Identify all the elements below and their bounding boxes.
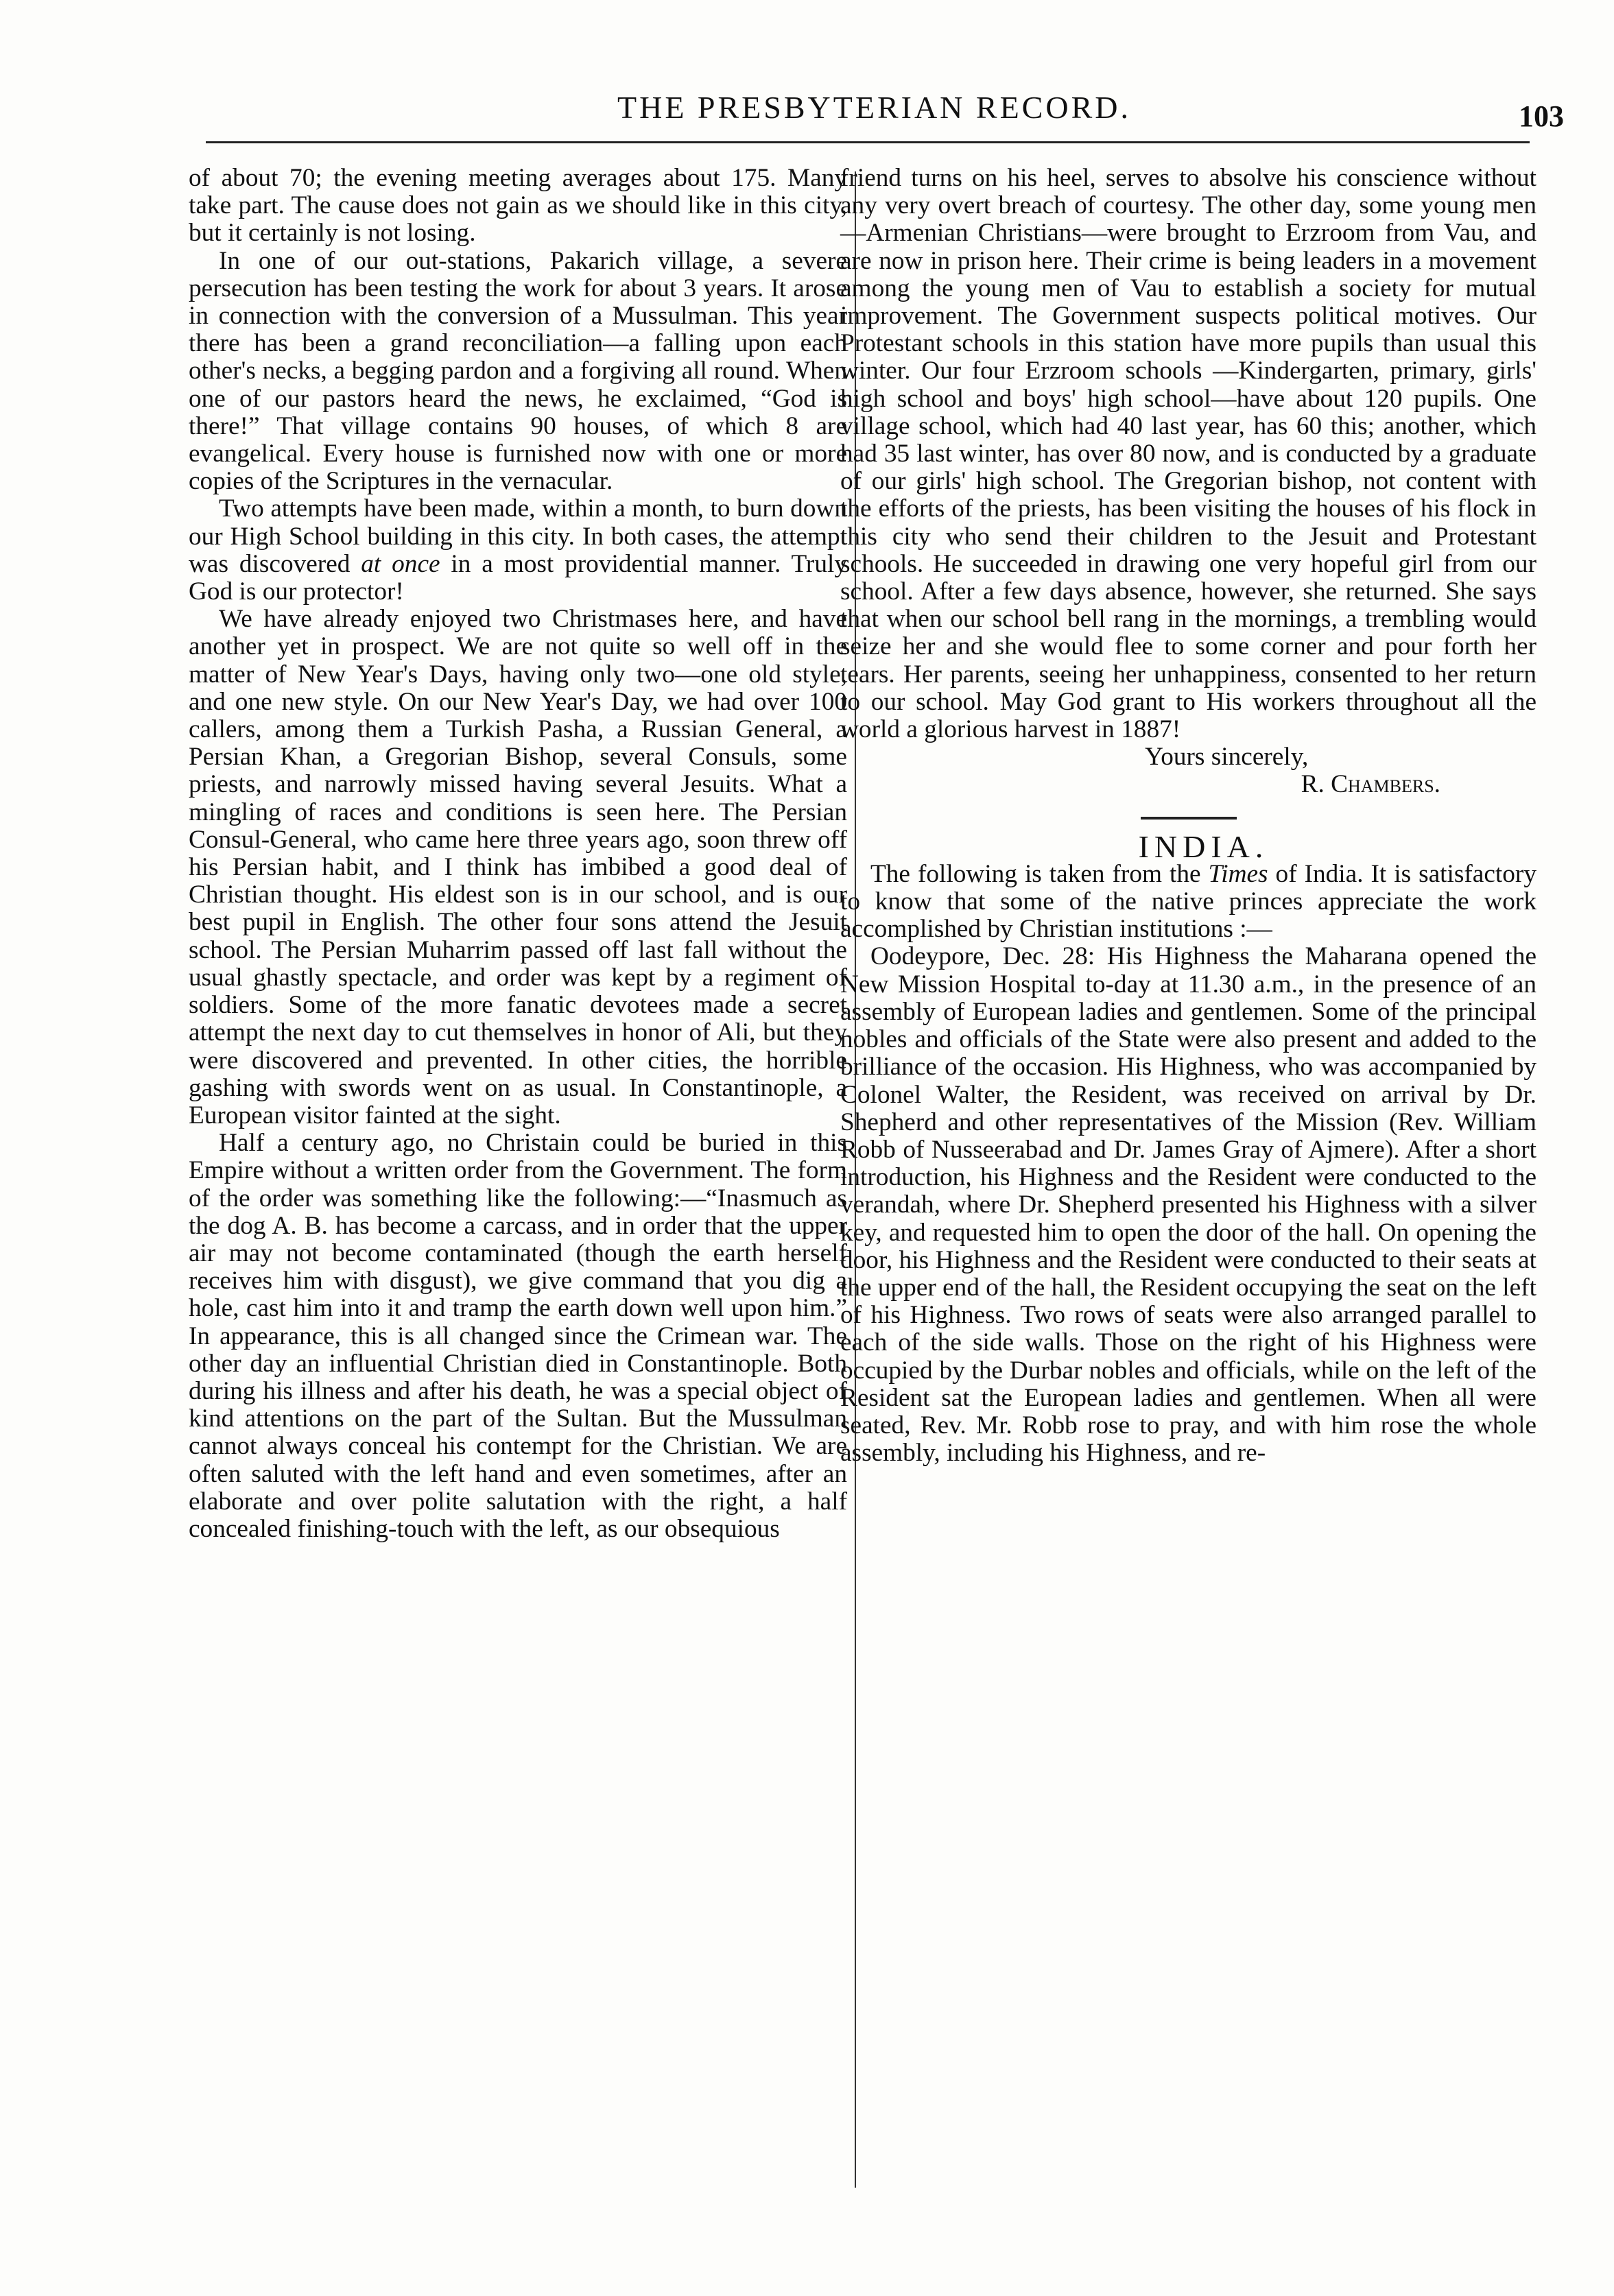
running-title: THE PRESBYTERIAN RECORD. <box>617 90 1131 125</box>
paragraph-school-fire <box>189 495 847 606</box>
paragraph-burial-order: Half a century ago, no Christain could be buried in this Empire without a written order from the Government. The form of the order was something like the following:—“Inasmuch as the dog A. B. has become a carcass, and in order that the upper air may not become contaminated (though the earth herself receives him with disgust), we give command that you dig a hole, cast him into it and tramp the earth down well upon him.” In appearance, this is all changed since the Crimean war. The other day an influential Christian died in Constantinople. Both during his illness and after his death, he was a special object of kind attentions on the part of the Sultan. But the Mussulman cannot always conceal his contempt for the Christian. We are often saluted with the left hand and even sometimes, after an elaborate and over polite salutation with the right, a half concealed finishing-touch with the left, as our obsequious <box>189 1129 847 1543</box>
india-intro-text-end: of India. It is satisfactory to know that some of the native princes appreciate the work accomplished by Christian institutions :— <box>840 859 1536 944</box>
emphasis-at-once: at once <box>361 549 440 578</box>
letter-signature: R. Chambers. <box>1301 770 1440 799</box>
section-heading-india: INDIA. <box>1138 828 1269 864</box>
paragraph-india-intro <box>840 861 1536 944</box>
paragraph-pakarich: In one of our out-stations, Pakarich village, a severe persecution has been testing the work for about 3 years. It arose in connection with the conversion of a Mussulman. This year there has been a grand reconciliation—a falling upon each other's necks, a begging pardon and a forgiving all round. When one of our pastors heard the news, he exclaimed, “God is there!” That village contains 90 houses, of which 8 are evangelical. Every house is furnished now with one or more copies of the Scriptures in the vernacular. <box>189 246 847 496</box>
paragraph-school-fire-text-end: in a most providential manner. Truly God is our protector! <box>189 549 847 606</box>
paragraph-christmases: We have already enjoyed two Christmases here, and have another yet in prospect. We are not quite so well off in the matter of New Year's Days, having only two—one old style, and one new style. On our New Year's Day, we had over 100 callers, among them a Turkish Pasha, a Russian General, a Persian Khan, a Gregorian Bishop, several Consuls, some priests, and narrowly missed having several Jesuits. What a mingling of races and conditions is seen here. The Persian Consul-General, who came here three years ago, soon threw off his Persian habit, and I think has imbibed a good deal of Christian thought. His eldest son is in our school, and is our best pupil in English. The other four sons attend the Jesuit school. The Persian Muharrim passed off last fall without the usual ghastly spectacle, and order was kept by a regiment of soldiers. Some of the more fanatic devotees made a secret attempt the next day to cut themselves in honor of Ali, but they were discovered and prevented. In other cities, the horrible gashing with swords went on as usual. In Constantinople, a European visitor fainted at the sight. <box>189 605 847 1129</box>
paragraph-oodeypore-report: Oodeypore, Dec. 28: His Highness the Maharana opened the New Mission Hospital to-day at 11.30 a.m., in the presence of an assembly of European ladies and gentlemen. Some of the principal nobles and officials of the State were also present and added to the brilliance of the occasion. His Highness, who was accompanied by Colonel Walter, the Resident, was received on arrival by Dr. Shepherd and other representatives of the Mission (Rev. William Robb of Nusseerabad and Dr. James Gray of Ajmere). After a short introduction, his Highness and the Resident were conducted to the verandah, where Dr. Shepherd presented his Highness with a silver key, and requested him to open the door of the hall. On opening the door, his Highness and the Resident were conducted to their seats at the upper end of the hall, the Resident occupying the seat on the left of his Highness. Two rows of seats were also arranged parallel to each of the side walls. Those on the right of his Highness were occupied by the Durbar nobles and officials, while on the left of the Resident sat the European ladies and gentlemen. When all were seated, Rev. Mr. Robb rose to pray, and with him rose the whole assembly, including his Highness, and re- <box>840 942 1536 1468</box>
letter-signoff: Yours sincerely, <box>1145 743 1309 772</box>
india-intro-text: The following is taken from the <box>870 859 1201 888</box>
left-column <box>189 165 847 1543</box>
paragraph-continuation: of about 70; the evening meeting averages about 175. Many take part. The cause does not gain as we should like in this city, but it certainly is not losing. <box>189 164 847 248</box>
paragraph-school-fire-text: Two attempts have been made, within a month, to burn down our High School building in this city. In both cases, the attempt was discovered <box>189 494 847 578</box>
page-header <box>206 89 1564 151</box>
right-column <box>840 165 1536 1467</box>
header-rule <box>206 141 1530 143</box>
page-number: 103 <box>1519 99 1564 133</box>
section-rule <box>1141 817 1237 820</box>
emphasis-times: Times <box>1208 859 1268 888</box>
paragraph-erzroom: friend turns on his heel, serves to absolve his conscience without any very overt breach of courtesy. The other day, some young men—Armenian Christians—were brought to Erzroom from Vau, and are now in prison here. Their crime is being leaders in a movement among the young men of Vau to establish a society for mutual improvement. The Government suspects political motives. Our Protestant schools in this station have more pupils than usual this winter. Our four Erzroom schools —Kindergarten, primary, girls' high school and boys' high school—have about 120 pupils. One village school, which had 40 last year, has 60 this; another, which had 35 last winter, has over 80 now, and is conducted by a graduate of our girls' high school. The Gregorian bishop, not content with the efforts of the priests, has been visiting the houses of his flock in this city who send their children to the Jesuit and Protestant schools. He succeeded in drawing one very hopeful girl from our school. After a few days absence, however, she returned. She says that when our school bell rang in the mornings, a trembling would seize her and she would flee to some corner and pour forth her tears. Her parents, seeing her unhappiness, consented to her return to our school. May God grant to His workers throughout all the world a glorious harvest in 1887! <box>840 164 1536 744</box>
